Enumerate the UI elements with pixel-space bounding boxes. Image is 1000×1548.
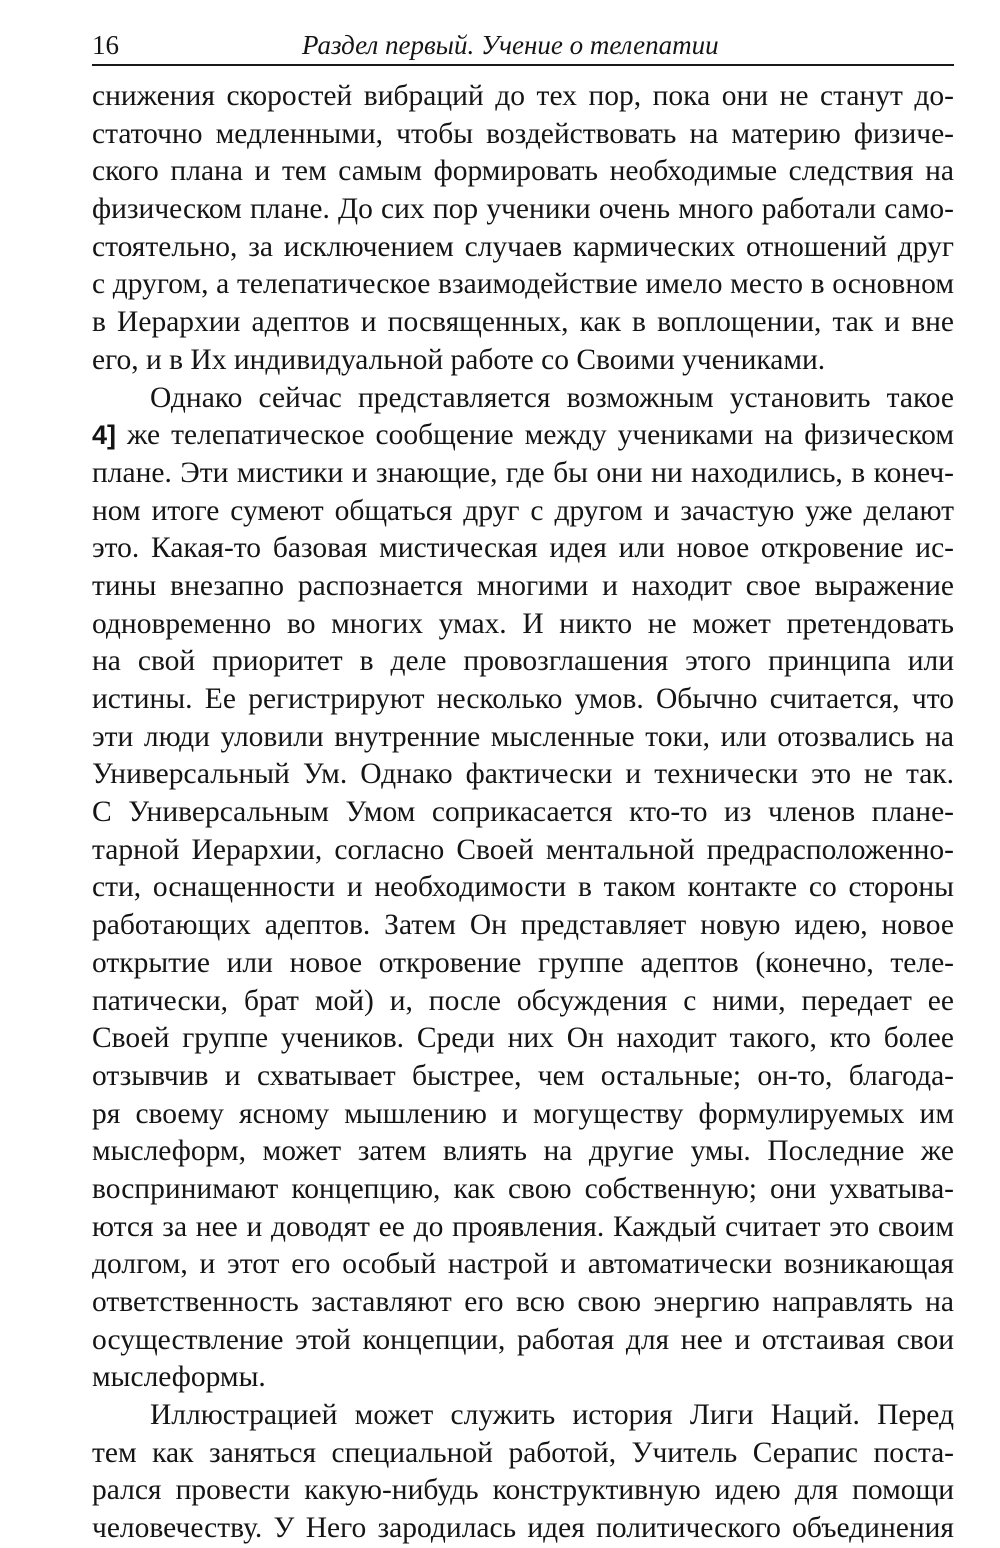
text-line: Однако сейчас представляется возможным установить такое	[150, 381, 954, 414]
page-number: 16	[92, 30, 119, 60]
text-line: рался провести какую-нибудь конструктивную идею для помощи	[92, 1474, 954, 1507]
text-line: истины. Ее регистрируют несколько умов. Обычно считается, что	[92, 683, 954, 715]
text-line: патически, брат мой) и, после обсуждения с ними, передает ее	[92, 984, 954, 1017]
text-line: тарной Иерархии, согласно Своей ментальной предрасположенно-	[92, 833, 954, 866]
text-line: на свой приоритет в деле провозглашения этого принципа или	[92, 645, 954, 678]
text-line: работающих адептов. Затем Он представляет новую идею, новое	[92, 909, 954, 942]
text-line: это. Какая-то базовая мистическая идея или новое откровение ис-	[92, 532, 954, 565]
text-line: человечеству. У Него зародилась идея политического объединения	[92, 1512, 954, 1545]
text-line: долгом, и этот его особый настрой и автоматически возникающая	[92, 1248, 954, 1281]
text-line: ря своему ясному мышлению и могуществу формулируемых им	[92, 1097, 954, 1130]
text-line: отзывчив и схватывает быстрее, чем остальные; он-то, благода-	[92, 1059, 954, 1092]
text-line: с другом, а телепатическое взаимодействие имело место в основном	[92, 268, 954, 301]
text-line: ются за нее и доводят ее до проявления. Каждый считает это своим	[92, 1210, 954, 1243]
text-line: открытие или новое откровение группе адептов (конечно, теле-	[92, 946, 954, 979]
text-line: одновременно во многих умах. И никто не может претендовать	[92, 607, 954, 640]
text-line: снижения скоростей вибраций до тех пор, пока они не станут до-	[92, 80, 954, 112]
text-line: тем как заняться специальной работой, Учитель Серапис поста-	[92, 1436, 954, 1469]
text-line: статочно медленными, чтобы воздействовать на материю физиче-	[92, 117, 954, 150]
text-line: мыслеформы.	[92, 1361, 266, 1394]
running-title: Раздел первый. Учение о телепатии	[302, 30, 719, 60]
text-line: мыслеформ, может затем влиять на другие умы. Последние же	[92, 1135, 954, 1168]
text-line: Универсальный Ум. Однако фактически и технически это не так.	[92, 758, 954, 791]
text-line: физическом плане. До сих пор ученики очень много работали само-	[92, 193, 954, 226]
text-line: ответственность заставляют его всю свою энергию направлять на	[92, 1286, 954, 1318]
paragraph-marker: 4]	[92, 420, 117, 451]
text-line: С Универсальным Умом соприкасается кто-то из членов плане-	[92, 796, 954, 829]
text-line: ном итоге сумеют общаться друг с другом и зачастую уже делают	[92, 494, 954, 527]
text-line: Иллюстрацией может служить история Лиги Наций. Перед	[150, 1399, 954, 1432]
text-line: эти люди уловили внутренние мысленные токи, или отозвались на	[92, 720, 954, 753]
text-line-with-marker	[92, 417, 954, 455]
text-line: Своей группе учеников. Среди них Он находит такого, кто более	[92, 1022, 954, 1055]
text-line: тины внезапно распознается многими и находит свое выражение	[92, 569, 954, 602]
text-line: воспринимают концепцию, как свою собственную; они ухватыва-	[92, 1172, 954, 1205]
body-text	[92, 78, 954, 1548]
text-line-content: же телепатическое сообщение между учениками на физическом	[116, 419, 954, 452]
text-line: плане. Эти мистики и знающие, где бы они ни находились, в конеч-	[92, 456, 954, 489]
page-header	[92, 26, 954, 66]
text-line: стоятельно, за исключением случаев кармических отношений друг	[92, 230, 954, 263]
text-line: в Иерархии адептов и посвященных, как в воплощении, так и вне	[92, 306, 954, 339]
text-line: осуществление этой концепции, работая для нее и отстаивая свои	[92, 1323, 954, 1356]
text-line: его, и в Их индивидуальной работе со Своими учениками.	[92, 343, 826, 376]
text-line: ского плана и тем самым формировать необходимые следствия на	[92, 155, 954, 188]
text-line: сти, оснащенности и необходимости в таком контакте со стороны	[92, 871, 954, 904]
header-rule	[92, 64, 954, 66]
